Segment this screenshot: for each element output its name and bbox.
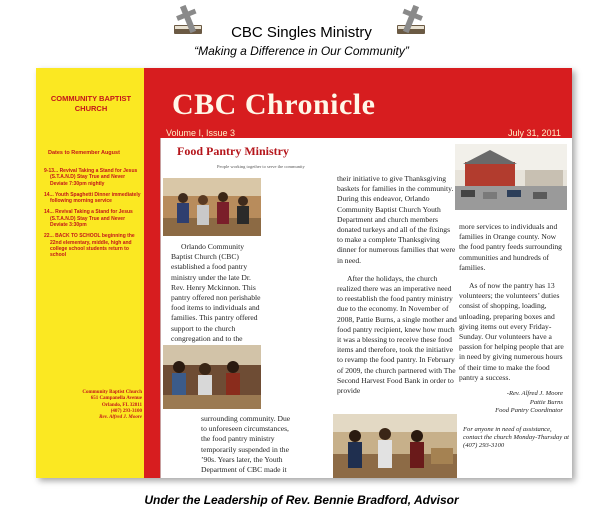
- article-paragraph: Orlando Community Baptist Church (CBC) established a food pantry ministry under the late Dr. Rev. Henry Mckinnon. This pantry offered non perishable food items to individuals and families. This pantry offered support to the church congregation and to the: [171, 242, 261, 343]
- footer-caption: Under the Leadership of Rev. Bennie Bradford, Advisor: [144, 493, 459, 507]
- address-line: 651 Campanella Avenue: [90, 396, 142, 402]
- masthead: CBC Chronicle: [172, 88, 376, 121]
- address-line: Rev. Alfred J. Moore: [99, 415, 142, 421]
- issue-label: Volume I, Issue 3: [166, 128, 236, 138]
- church-photo: [455, 144, 567, 210]
- credit-line: Food Pantry Coordinator: [495, 407, 563, 415]
- credit-line: -Rev. Alfred J. Moore: [506, 390, 563, 397]
- article-title: Food Pantry Ministry: [177, 144, 289, 158]
- article-paragraph: more services to individuals and families in Orange county. Now the food pantry feeds surrounding communities and hundreds of families.: [459, 222, 562, 272]
- contact-note: For anyone in need of assistance, contact the church Monday-Thursday at (407) 293-3100: [463, 426, 569, 449]
- dates-title: Dates to Remember August: [48, 150, 120, 156]
- article-paragraph: After the holidays, the church realized there was an imperative need to reestablish the food pantry ministry due to the economy. In November of 2008, Pattie Burns, a single mother and food pantry recipient, knew how much it was a blessing to receive these food items and therefore, took the initiative to revamp the food pantry. In February of 2009, the church partnered with The Second Harvest Food Bank in order to provide: [337, 273, 457, 396]
- address-line: Community Baptist Church: [82, 390, 142, 395]
- article-paragraph: their initiative to give Thanksgiving baskets for families in the community. During this endeavor, Orlando Community Baptist Church Youth Department and church members donated turkeys and all of the fixings to make a complete Thanksgiving dinner for numerous families that were in need.: [337, 174, 456, 265]
- newsletter: [36, 68, 572, 478]
- article-column-1-bottom: [201, 414, 293, 475]
- pantry-photo-1: [163, 178, 261, 236]
- dates-list: [44, 168, 142, 264]
- date-item: 14... Youth Spaghetti Dinner immediately following morning service: [44, 191, 141, 205]
- article-column-3: [459, 222, 567, 383]
- church-address: [42, 390, 142, 421]
- article-paragraph: As of now the pantry has 13 volunteers; the volunteers’ duties consist of shopping, loading, unloading, preparing boxes and giving items out every Friday-Sunday. Our volunteers have a passion for helping people that are in need by giving numerous hours of their time to make the food pantry a success.: [459, 281, 564, 382]
- church-name: COMMUNITY BAPTIST CHURCH: [50, 94, 132, 113]
- sidebar: [36, 68, 144, 478]
- article-credit: [453, 390, 563, 416]
- date-item: 22... BACK TO SCHOOL beginning the 22nd elementary, middle, high and college school students return to school: [44, 233, 135, 259]
- article-column-2: [337, 174, 457, 396]
- credit-line: Pattie Burns: [529, 398, 563, 406]
- pantry-photo-2: [163, 345, 261, 409]
- date-item: 9-13... Revival Taking a Stand for Jesus (S.T.A.N.D) Stay True and Never Deviate 7:30pm nightly: [44, 168, 138, 187]
- volunteers-photo: [333, 414, 457, 478]
- issue-date: July 31, 2011: [508, 128, 561, 138]
- article-paragraph: surrounding community. Due to unforeseen circumstances, the food pantry ministry temporarily suspended in the ’90s. Years later, the Youth Department of CBC made it: [201, 414, 291, 475]
- article-column-1-top: [171, 242, 263, 344]
- address-line: (407) 293-3100: [110, 408, 142, 414]
- page-subtitle: “Making a Difference in Our Community”: [194, 44, 409, 58]
- page-title: CBC Singles Ministry: [231, 24, 372, 41]
- date-item: 14... Revival Taking a Stand for Jesus (S.T.A.N.D) Stay True and Never Deviate 3:30pm: [44, 209, 133, 229]
- article-page: [160, 138, 572, 478]
- address-line: Orlando, FL 32811: [101, 402, 142, 408]
- article-subtitle: People working together to serve the community: [217, 164, 305, 169]
